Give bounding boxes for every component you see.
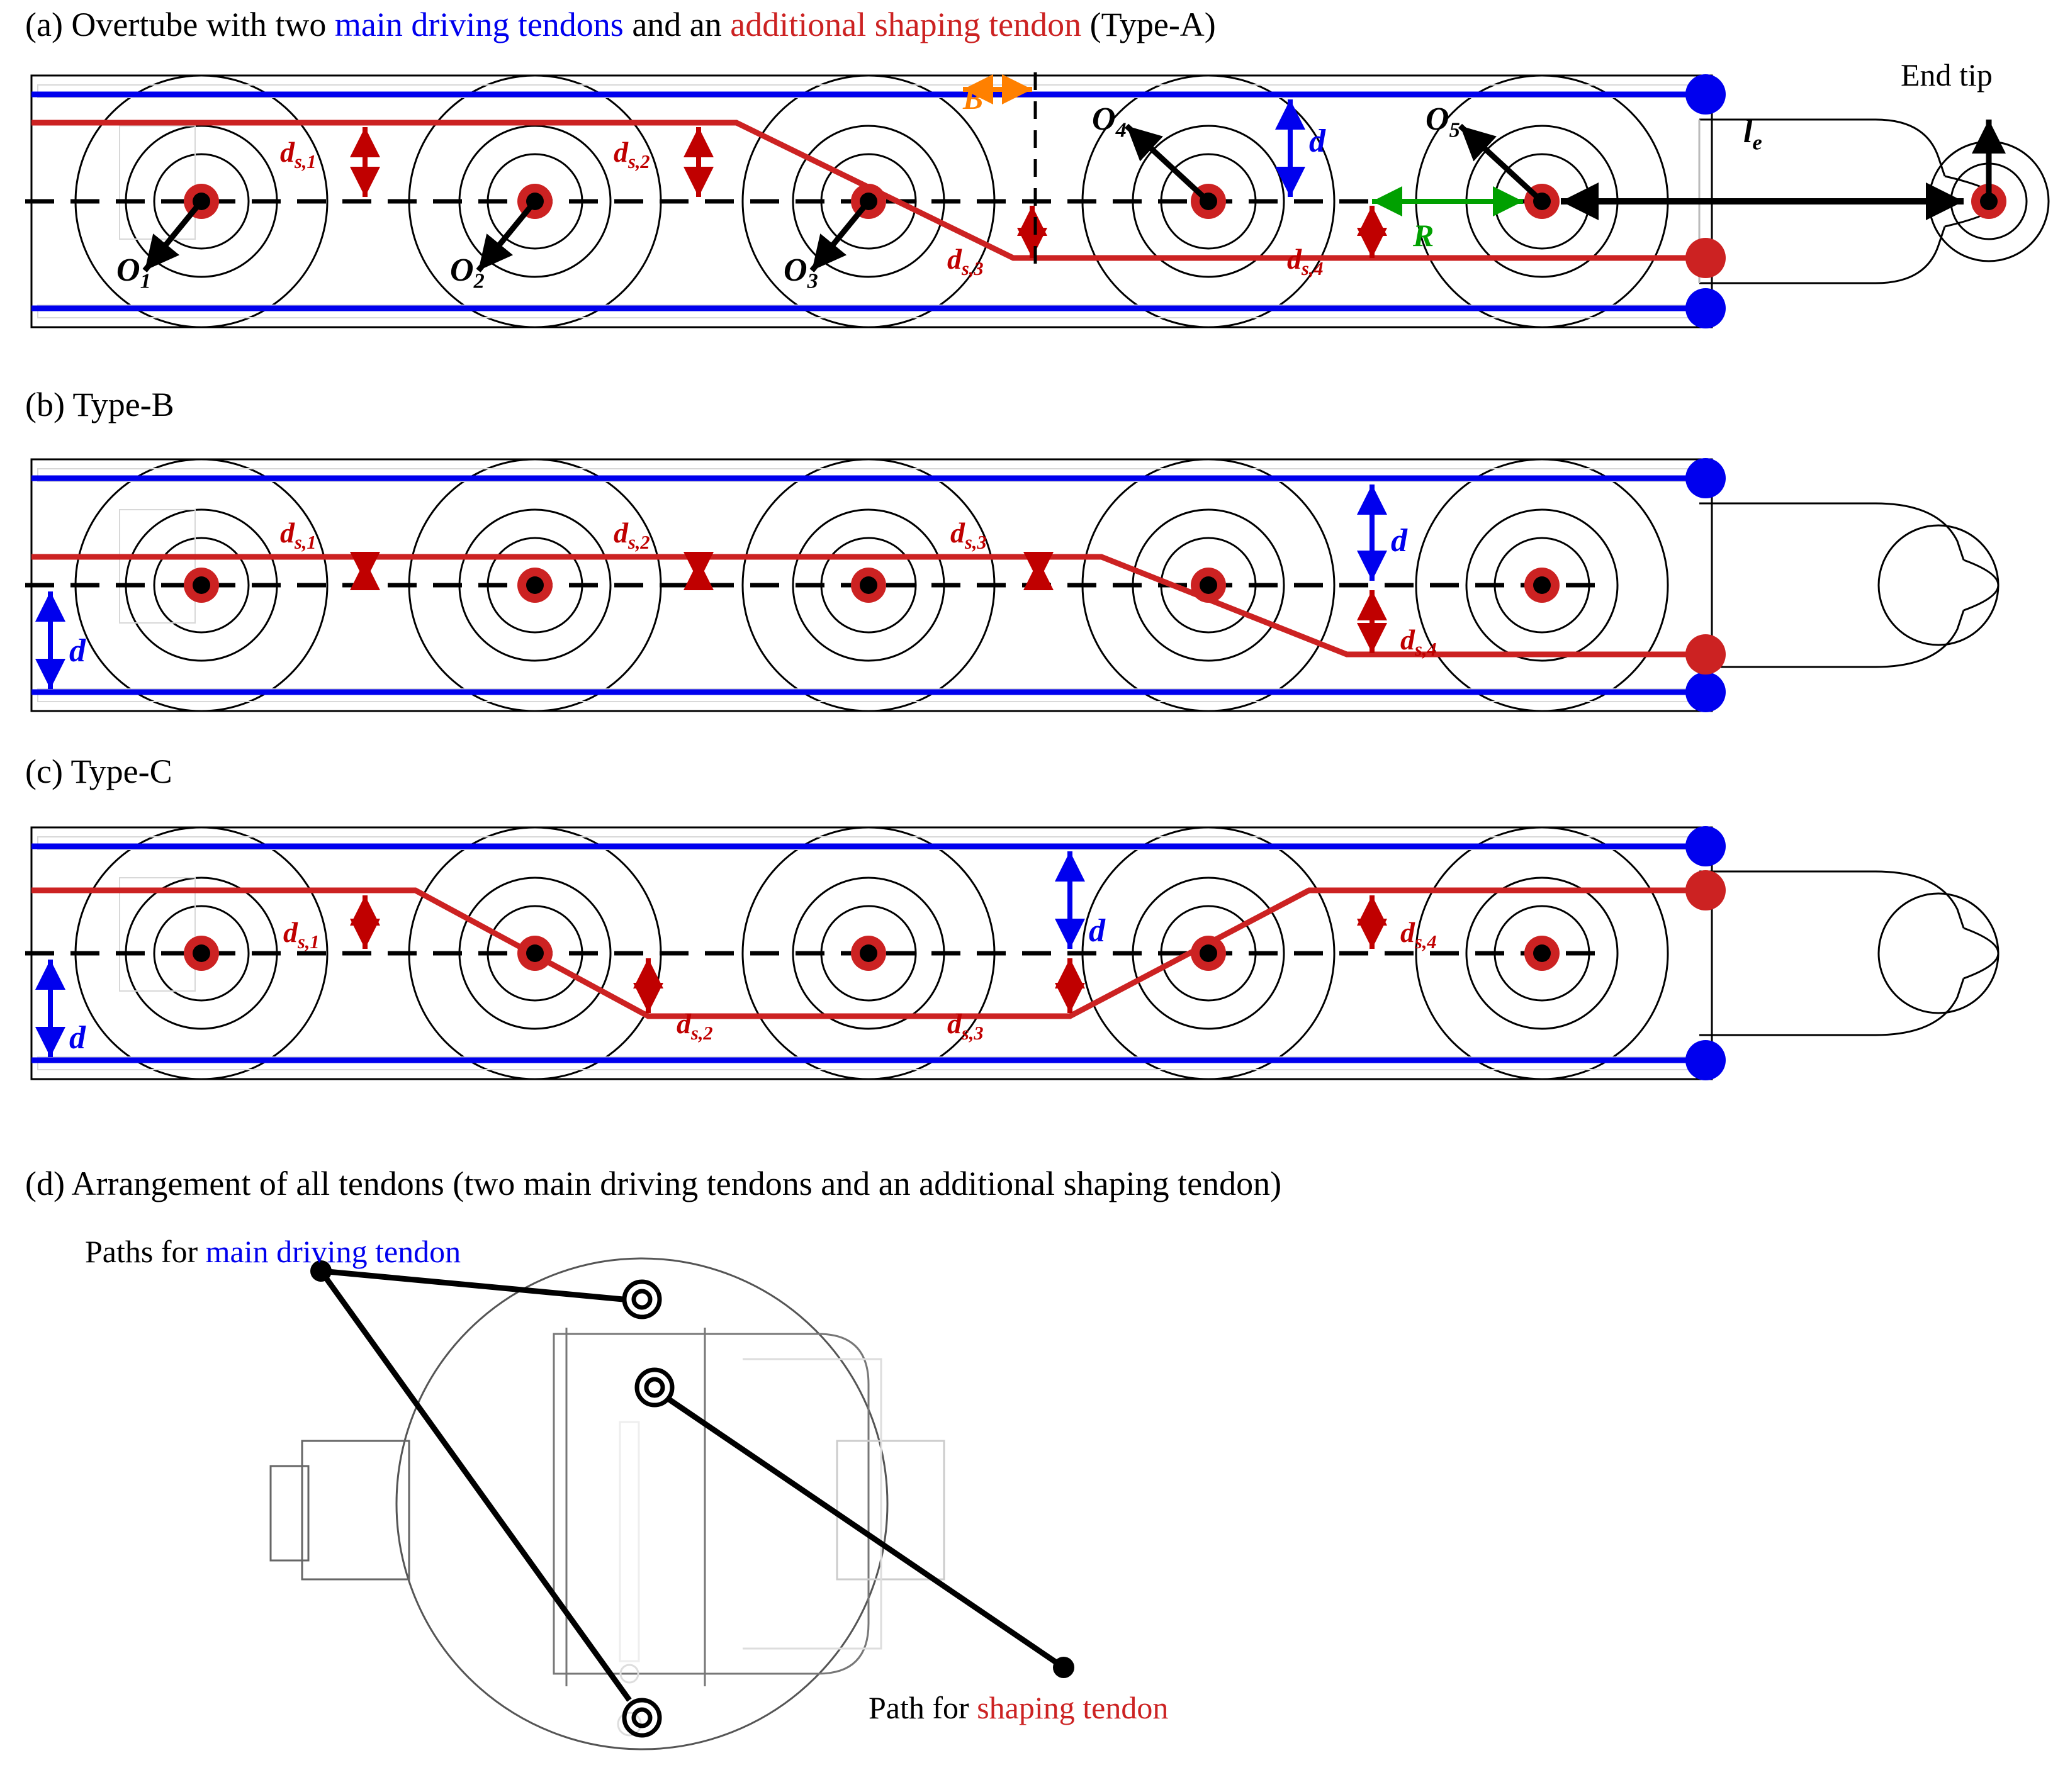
label-d-c-top: d	[1089, 913, 1105, 949]
panel-c-diagram	[0, 802, 2053, 1123]
panel-a-diagram	[0, 50, 2053, 378]
label-ds2-c: $d_{s,2}$	[677, 1007, 713, 1044]
label-R-a: R	[1413, 218, 1434, 253]
tendon-anchor-bottom-b	[1685, 672, 1726, 712]
shaping-tendon-anchor-b	[1685, 634, 1726, 675]
caption-a-red: additional shaping tendon	[730, 6, 1082, 43]
label-ds3-c: $d_{s,3}$	[947, 1007, 984, 1044]
leader-lines-d	[321, 1271, 1064, 1700]
tendon-anchor-top-c	[1685, 826, 1726, 866]
tendon-hole-bottom	[624, 1700, 660, 1735]
label-d-b-top: d	[1391, 523, 1407, 559]
caption-d: (d) Arrangement of all tendons (two main driving tendons and an additional shaping tendon)	[25, 1165, 1282, 1202]
label-main-path-pre: Paths for	[85, 1234, 206, 1269]
label-ds1-b: $d_{s,1}$	[280, 517, 317, 554]
label-o4: $O_4$	[1092, 101, 1127, 142]
caption-a-blue: main driving tendons	[334, 6, 624, 43]
tendon-anchor-bottom-a	[1685, 288, 1726, 328]
label-ds4-b: $d_{s,4}$	[1400, 624, 1437, 661]
label-le: $l_e$	[1743, 114, 1762, 155]
label-ds2-a: $d_{s,2}$	[614, 136, 650, 173]
label-ds3-a: $d_{s,3}$	[947, 243, 984, 280]
label-main-path-blue: main driving tendon	[205, 1234, 461, 1269]
label-ds4-c: $d_{s,4}$	[1400, 916, 1437, 953]
shaping-tendon-anchor-c	[1685, 870, 1726, 910]
tendon-anchor-top-b	[1685, 458, 1726, 498]
label-ds2-b: $d_{s,2}$	[614, 517, 650, 554]
label-ds4-a: $d_{s,4}$	[1287, 243, 1324, 280]
leader-dot-shaping	[1053, 1657, 1074, 1678]
panel-b-diagram	[0, 434, 2053, 749]
cross-section-body	[271, 1258, 944, 1749]
caption-a	[25, 5, 1216, 44]
label-shaping-path	[869, 1689, 1168, 1726]
tendon-anchor-top-a	[1685, 74, 1726, 115]
caption-a-pre: (a) Overtube with two	[25, 6, 335, 43]
caption-b: (b) Type-B	[25, 386, 174, 423]
label-end-tip: End tip	[1901, 57, 1993, 92]
caption-a-mid: and an	[623, 6, 731, 43]
shaping-tendon-anchor-a	[1685, 238, 1726, 278]
label-ds1-a: $d_{s,1}$	[280, 136, 317, 173]
label-main-driving-path	[85, 1233, 461, 1270]
label-shaping-path-red: shaping tendon	[977, 1690, 1169, 1725]
label-d-c-left: d	[69, 1020, 86, 1056]
caption-a-post: (Type-A)	[1081, 6, 1216, 43]
label-shaping-path-pre: Path for	[869, 1690, 977, 1725]
label-d-b-left: d	[69, 633, 86, 669]
label-o3: $O_3$	[784, 252, 818, 293]
label-ds3-b: $d_{s,3}$	[950, 517, 987, 554]
label-d-a: d	[1309, 123, 1325, 159]
label-ds1-c: $d_{s,1}$	[283, 916, 320, 953]
label-o1: $O_1$	[116, 252, 151, 293]
caption-c: (c) Type-C	[25, 753, 172, 790]
label-B-a: B	[963, 82, 984, 116]
tendon-hole-top	[624, 1282, 660, 1317]
tendon-anchor-bottom-c	[1685, 1040, 1726, 1080]
label-o5: $O_5$	[1426, 101, 1460, 142]
label-o2: $O_2$	[450, 252, 485, 293]
